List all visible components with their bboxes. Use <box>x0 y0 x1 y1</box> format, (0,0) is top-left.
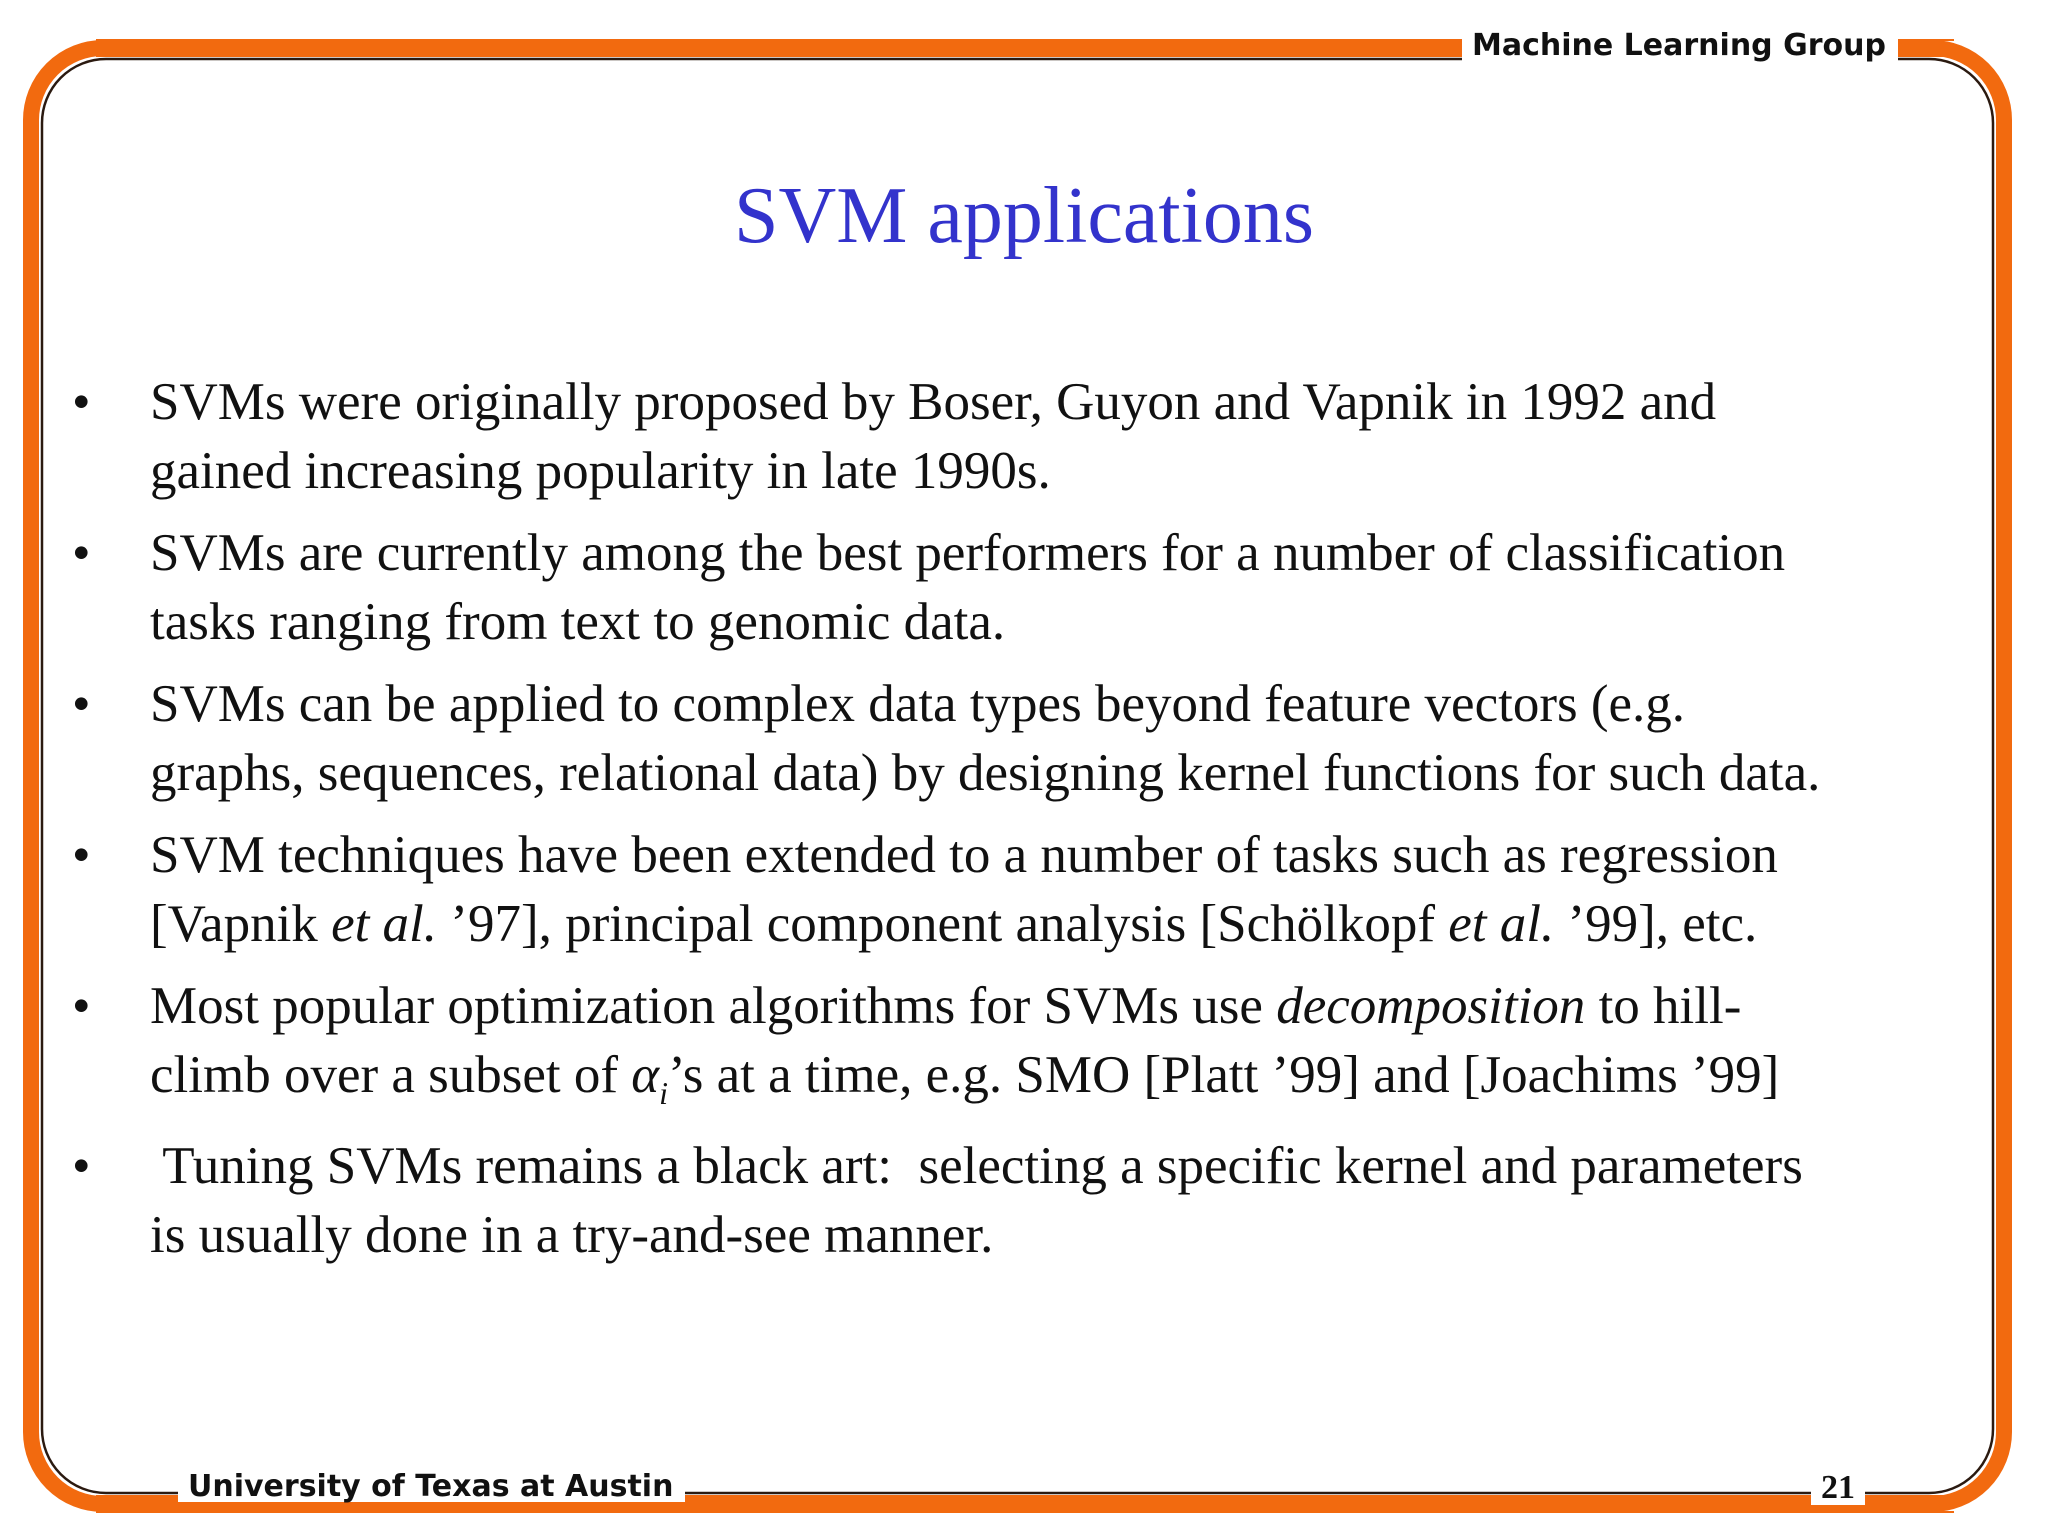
bullet-line: is usually done in a try-and-see manner. <box>150 1206 994 1264</box>
slide-title: SVM applications <box>734 172 1314 260</box>
bullet-mark: • <box>72 675 91 733</box>
bullet-item <box>64 670 1984 808</box>
bullet-line <box>150 1041 1984 1110</box>
bullet-line: tasks ranging from text to genomic data. <box>150 593 1006 651</box>
bullet-mark: • <box>72 826 91 884</box>
university-label: University of Texas at Austin <box>178 1472 685 1502</box>
bullet-mark: • <box>72 977 91 1035</box>
emphasis-text: decomposition <box>1276 977 1586 1035</box>
bullet-line: SVMs were originally proposed by Boser, Guyon and Vapnik in 1992 and <box>150 373 1717 431</box>
bullet-line <box>150 890 1984 959</box>
bullet-mark: • <box>72 1137 91 1195</box>
citation-italic: et al. <box>1448 895 1555 953</box>
bullet-line: Tuning SVMs remains a black art: selecting a specific kernel and parameters <box>150 1137 1803 1195</box>
text-run: Most popular optimization algorithms for SVMs use <box>150 977 1277 1035</box>
bullet-item <box>64 972 1984 1110</box>
bullet-line: graphs, sequences, relational data) by designing kernel functions for such data. <box>150 744 1821 802</box>
bullet-mark: • <box>72 373 91 431</box>
text-run: [Vapnik <box>150 895 332 953</box>
text-run: ’s at a time, e.g. SMO [Platt ’99] and [Joachims ’99] <box>668 1046 1780 1104</box>
group-label: Machine Learning Group <box>1462 31 1898 61</box>
page-number: 21 <box>1811 1471 1865 1505</box>
bullet-line: SVMs are currently among the best performers for a number of classification <box>150 524 1786 582</box>
alpha-symbol <box>631 1046 669 1111</box>
text-run: ’97], principal component analysis [Schölkopf <box>437 895 1449 953</box>
bullet-mark: • <box>72 524 91 582</box>
text-run: climb over a subset of <box>150 1046 632 1104</box>
citation-italic: et al. <box>331 895 438 953</box>
bullet-line: SVM techniques have been extended to a number of tasks such as regression <box>150 826 1778 884</box>
bullet-item <box>64 519 1984 657</box>
alpha-glyph: α <box>631 1046 660 1104</box>
bullet-item <box>64 368 1984 506</box>
bullet-line: gained increasing popularity in late 1990s. <box>150 442 1051 500</box>
bullet-item <box>64 821 1984 959</box>
bullet-line <box>150 972 1984 1041</box>
text-run: ’99], etc. <box>1554 895 1758 953</box>
bullet-item <box>64 1132 1984 1270</box>
text-run: to hill- <box>1585 977 1742 1035</box>
alpha-subscript: i <box>659 1075 669 1111</box>
bullet-line: SVMs can be applied to complex data types beyond feature vectors (e.g. <box>150 675 1686 733</box>
bullet-list <box>64 368 1984 1283</box>
